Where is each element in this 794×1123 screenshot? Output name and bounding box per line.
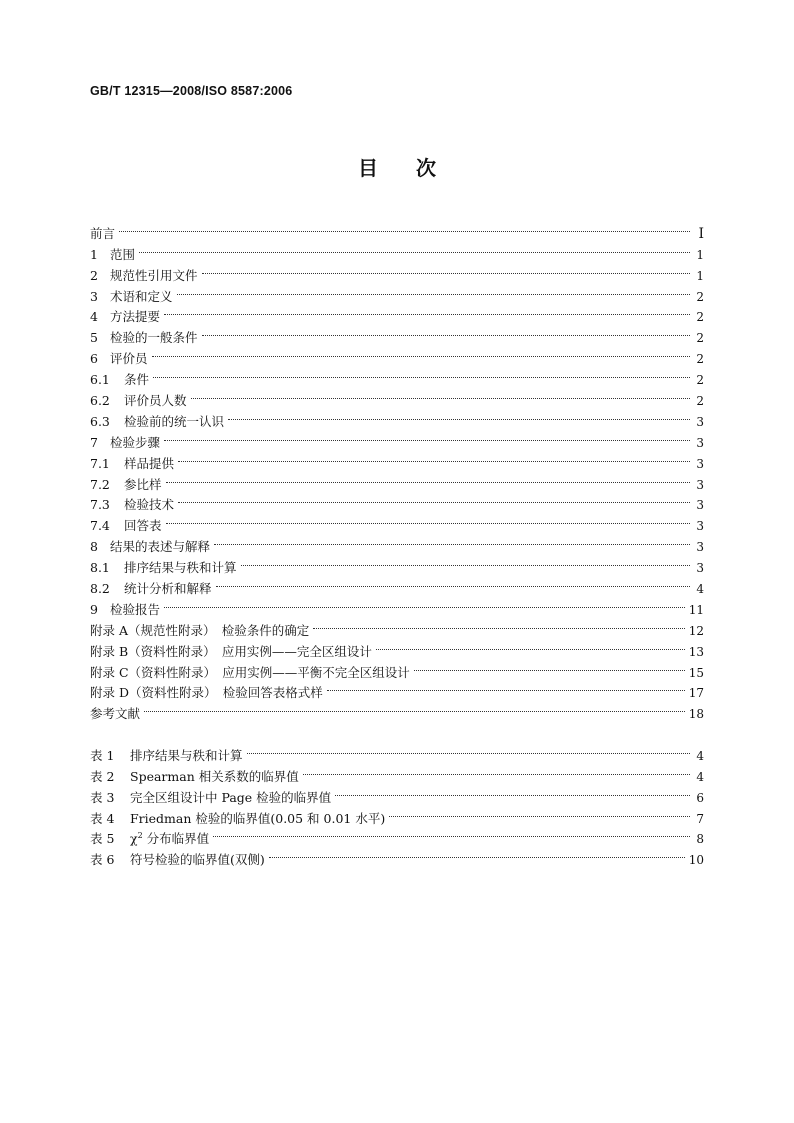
toc-entry[interactable]: [90, 301, 704, 325]
toc-entry-page-number: 1: [696, 268, 704, 283]
toc-entry-page-number: 3: [696, 414, 704, 429]
toc-entry[interactable]: [90, 363, 704, 388]
toc-entry-page-number: 1: [696, 247, 704, 262]
toc-entry-page-number: 3: [696, 561, 704, 576]
toc-entry-leader-dots: [119, 217, 690, 238]
toc-entry-title: 参比样: [124, 476, 162, 492]
toc-entry-leader-dots: [164, 301, 690, 322]
toc-entry-page-number: 3: [696, 456, 704, 471]
toc-entry-page-number: 2: [696, 373, 704, 388]
table-list-entry-superscript: 2: [137, 831, 143, 841]
toc-entry-leader-dots: [166, 468, 690, 489]
table-list-entry-page-number: 4: [696, 748, 704, 763]
table-list-entry-title: Friedman 检验的临界值(0.05 和 0.01 水平): [130, 810, 386, 826]
table-list-entry-page-number: 7: [696, 811, 704, 826]
toc-entry-title: 附录 C（资料性附录） 应用实例——平衡不完全区组设计: [90, 664, 410, 680]
table-list-entry-number: 表 1: [90, 747, 115, 763]
toc-entry-title: 规范性引用文件: [110, 267, 198, 283]
toc-entry-number: 7.3: [90, 497, 110, 513]
toc-entry-leader-dots: [376, 635, 685, 656]
toc-entry-number: 6.1: [90, 372, 110, 388]
toc-entry-number: 4: [90, 309, 98, 325]
toc-entry-title: 检验前的统一认识: [124, 413, 225, 429]
toc-entry-page-number: 2: [696, 394, 704, 409]
toc-entry-number: 6: [90, 351, 98, 367]
toc-entry-title: 附录 D（资料性附录） 检验回答表格式样: [90, 685, 323, 701]
toc-entry[interactable]: [90, 217, 704, 242]
table-list-entry-leader-dots: [335, 781, 690, 802]
toc-entry-title: 排序结果与秩和计算: [124, 560, 237, 576]
table-list-entry-page-number: 6: [696, 790, 704, 805]
toc-entry-page-number: 3: [696, 498, 704, 513]
toc-entry-page-number: 11: [688, 602, 704, 617]
toc-entry-title: 评价员: [110, 351, 148, 367]
toc-entry[interactable]: [90, 593, 704, 617]
toc-entry[interactable]: [90, 530, 704, 555]
toc-entry-leader-dots: [164, 593, 685, 614]
table-list-entry-number: 表 5: [90, 831, 115, 847]
page-title: 目次: [358, 156, 474, 180]
toc-entry-title: 评价员人数: [124, 393, 187, 409]
toc-entry[interactable]: [90, 447, 704, 471]
toc-entry-leader-dots: [202, 259, 690, 280]
list-of-tables: [90, 739, 704, 868]
toc-entry-number: 9: [90, 601, 98, 617]
toc-entry[interactable]: [90, 468, 704, 492]
toc-entry-number: 7.1: [90, 455, 110, 471]
toc-entry-leader-dots: [241, 551, 690, 572]
table-list-entry-title: $\chi^2$ 分布临界值: [130, 831, 210, 847]
toc-entry[interactable]: [90, 342, 704, 367]
table-list-entry-leader-dots: [303, 760, 690, 781]
toc-entry-number: 7.4: [90, 518, 110, 534]
toc-entry[interactable]: [90, 384, 704, 409]
toc-entry-page-number: 2: [696, 352, 704, 367]
toc-entry[interactable]: [90, 321, 704, 346]
toc-entry-leader-dots: [327, 677, 685, 698]
toc-entry-title: 范围: [110, 246, 136, 262]
toc-entry[interactable]: [90, 259, 704, 283]
table-of-contents: [90, 217, 704, 722]
toc-entry-leader-dots: [139, 238, 690, 259]
toc-entry-title: 附录 A（规范性附录） 检验条件的确定: [90, 622, 310, 638]
toc-entry-number: 6.2: [90, 393, 110, 409]
toc-entry-number: 7.2: [90, 476, 110, 492]
toc-entry-leader-dots: [153, 363, 690, 384]
toc-entry-number: 7: [90, 434, 98, 450]
toc-entry-leader-dots: [313, 614, 684, 635]
toc-entry[interactable]: [90, 280, 704, 304]
toc-entry-number: 8.2: [90, 581, 110, 597]
toc-entry[interactable]: [90, 509, 704, 534]
toc-entry-number: 1: [90, 246, 98, 262]
toc-entry-title: 检验技术: [124, 497, 175, 513]
toc-entry-title: 方法提要: [110, 309, 161, 325]
table-list-entry-page-number: 10: [688, 853, 704, 868]
toc-entry-number: 5: [90, 330, 98, 346]
toc-entry-leader-dots: [214, 530, 690, 551]
toc-entry[interactable]: [90, 614, 704, 638]
toc-entry-leader-dots: [191, 384, 690, 405]
standard-code: GB/T 12315—2008/ISO 8587:2006: [90, 84, 293, 98]
toc-entry-number: 8.1: [90, 560, 110, 576]
toc-entry[interactable]: [90, 238, 704, 262]
toc-entry-leader-dots: [414, 656, 685, 677]
toc-entry-page-number: 12: [688, 623, 704, 638]
toc-entry-leader-dots: [202, 321, 690, 342]
toc-entry-number: 3: [90, 288, 98, 304]
table-list-entry-title: 排序结果与秩和计算: [130, 747, 243, 763]
toc-entry[interactable]: [90, 489, 704, 513]
toc-entry[interactable]: [90, 426, 704, 450]
toc-entry-title: 术语和定义: [110, 288, 173, 304]
table-list-entry-number: 表 3: [90, 789, 115, 805]
toc-entry-title: 回答表: [124, 518, 162, 534]
toc-entry-page-number: 2: [696, 331, 704, 346]
toc-entry-title: 前言: [90, 225, 116, 241]
table-list-entry-number: 表 6: [90, 852, 115, 868]
toc-entry-leader-dots: [152, 342, 690, 363]
toc-entry-page-number: 3: [696, 435, 704, 450]
toc-entry[interactable]: [90, 697, 704, 722]
table-list-entry-number: 表 2: [90, 768, 115, 784]
table-list-entry-leader-dots: [247, 739, 690, 760]
toc-entry-leader-dots: [216, 572, 690, 593]
toc-entry-title: 统计分析和解释: [124, 581, 212, 597]
toc-entry-leader-dots: [178, 447, 690, 468]
toc-entry-leader-dots: [228, 405, 690, 426]
toc-entry-leader-dots: [178, 489, 690, 510]
toc-entry-number: 6.3: [90, 413, 110, 429]
toc-entry-page-number: 15: [688, 665, 704, 680]
table-list-entry[interactable]: [90, 739, 704, 763]
table-list-entry-leader-dots: [389, 802, 690, 823]
toc-entry-page-number: Ⅰ: [698, 225, 704, 242]
toc-entry-title: 检验报告: [110, 601, 161, 617]
table-list-entry-leader-dots: [269, 843, 685, 864]
toc-entry-title: 参考文献: [90, 706, 141, 722]
toc-entry-leader-dots: [144, 697, 685, 718]
table-list-entry-title: 符号检验的临界值(双侧): [130, 852, 265, 868]
toc-entry-title: 检验的一般条件: [110, 330, 198, 346]
toc-entry-page-number: 18: [688, 707, 704, 722]
toc-entry-page-number: 17: [688, 686, 704, 701]
toc-entry-leader-dots: [166, 509, 690, 530]
toc-entry-page-number: 4: [696, 582, 704, 597]
toc-entry-number: 8: [90, 539, 98, 555]
toc-entry-title: 检验步骤: [110, 434, 161, 450]
toc-entry-title: 样品提供: [124, 455, 175, 471]
toc-entry-leader-dots: [177, 280, 690, 301]
table-list-entry-leader-dots: [213, 823, 690, 844]
table-list-entry-page-number: 4: [696, 769, 704, 784]
toc-entry-title: 附录 B（资料性附录） 应用实例——完全区组设计: [90, 643, 372, 659]
toc-entry-page-number: 2: [696, 310, 704, 325]
table-list-entry-page-number: 8: [696, 832, 704, 847]
toc-entry-page-number: 2: [696, 289, 704, 304]
toc-entry-title: 结果的表述与解释: [110, 539, 211, 555]
toc-entry-page-number: 13: [688, 644, 704, 659]
toc-entry-number: 2: [90, 267, 98, 283]
table-list-entry-number: 表 4: [90, 810, 115, 826]
toc-entry-title: 条件: [124, 372, 150, 388]
table-list-entry-title: 完全区组设计中 Page 检验的临界值: [130, 789, 332, 805]
toc-entry-page-number: 3: [696, 477, 704, 492]
toc-entry-page-number: 3: [696, 540, 704, 555]
table-list-entry-title: Spearman 相关系数的临界值: [130, 768, 299, 784]
toc-entry-page-number: 3: [696, 519, 704, 534]
toc-entry-leader-dots: [164, 426, 690, 447]
